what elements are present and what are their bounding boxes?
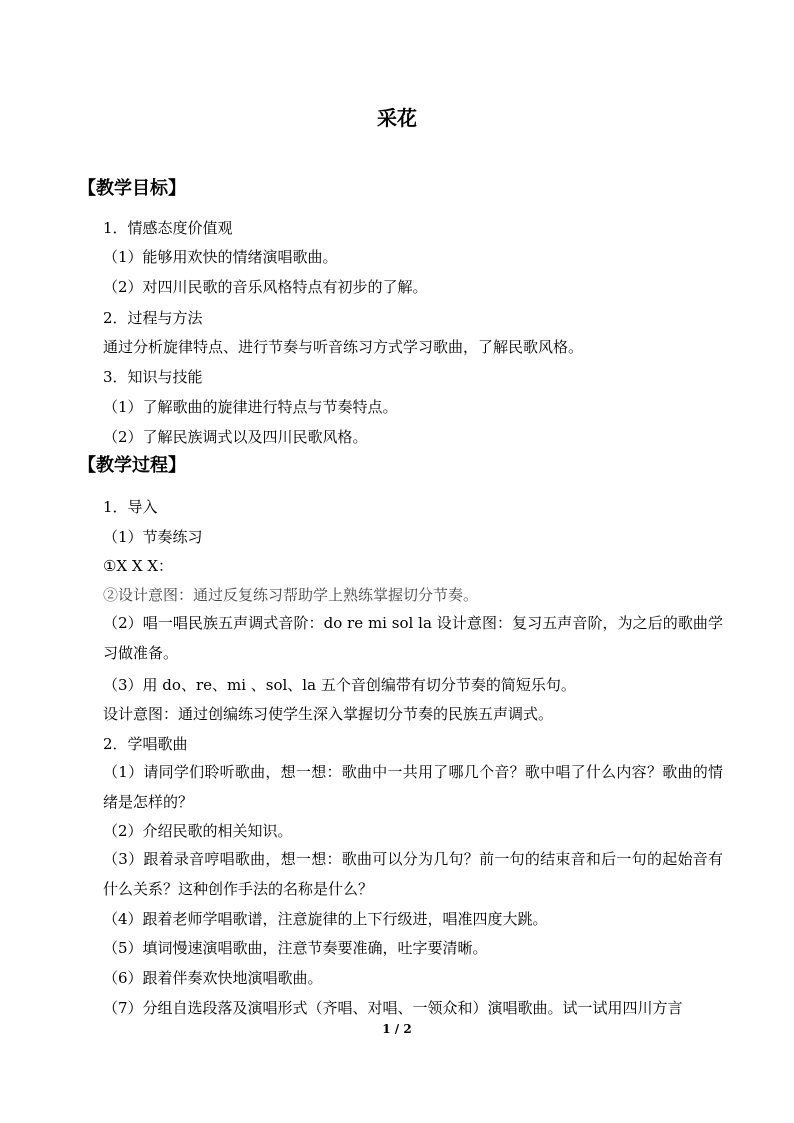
goal-line-6: 3．知识与技能 <box>103 368 203 386</box>
section-heading-process: 【教学过程】 <box>78 455 186 476</box>
process-line-11: （3）跟着录音哼唱歌曲，想一想：歌曲可以分为几句？前一句的结束音和后一句的起始音有什么关系？这种创作手法的名称是什么？ <box>103 850 723 898</box>
process-line-8: 2．学唱歌曲 <box>103 735 188 753</box>
goal-line-8: （2）了解民族调式以及四川民歌风格。 <box>103 428 368 446</box>
process-line-5: （2）唱一唱民族五声调式音阶：do re mi sol la 设计意图：复习五声音阶，为之后的歌曲学习做准备。 <box>103 614 723 662</box>
process-line-4: ②设计意图：通过反复练习帮助学上熟练掌握切分节奏。 <box>103 586 479 604</box>
process-line-10: （2）介绍民歌的相关知识。 <box>103 822 293 840</box>
process-line-6: （3）用 do、re、mi 、sol、la 五个音创编带有切分节奏的简短乐句。 <box>103 676 576 694</box>
process-line-15: （7）分组自选段落及演唱形式（齐唱、对唱、一领众和）演唱歌曲。试一试用四川方言 <box>103 999 683 1017</box>
page-title: 采花 <box>377 106 417 130</box>
process-line-14: （6）跟着伴奏欢快地演唱歌曲。 <box>103 969 323 987</box>
goal-line-1: 1．情感态度价值观 <box>103 219 233 237</box>
process-line-12: （4）跟着老师学唱歌谱，注意旋律的上下行级进，唱准四度大跳。 <box>103 910 548 928</box>
goal-line-7: （1）了解歌曲的旋律进行特点与节奏特点。 <box>103 398 398 416</box>
process-line-7: 设计意图：通过创编练习使学生深入掌握切分节奏的民族五声调式。 <box>103 705 554 723</box>
section-heading-goals: 【教学目标】 <box>78 178 186 199</box>
process-line-13: （5）填词慢速演唱歌曲，注意节奏要准确，吐字要清晰。 <box>103 939 488 957</box>
process-line-1: 1．导入 <box>103 498 158 516</box>
goal-line-5: 通过分析旋律特点、进行节奏与听音练习方式学习歌曲，了解民歌风格。 <box>103 338 584 356</box>
page-number: 1 / 2 <box>382 1022 412 1036</box>
goal-line-2: （1）能够用欢快的情绪演唱歌曲。 <box>103 248 338 266</box>
goal-line-4: 2．过程与方法 <box>103 309 203 327</box>
process-line-3: ①X X X： <box>103 557 174 575</box>
process-line-9: （1）请同学们聆听歌曲，想一想：歌曲中一共用了哪几个音？歌中唱了什么内容？歌曲的情绪是怎样的？ <box>103 763 723 811</box>
process-line-2: （1）节奏练习 <box>103 528 203 546</box>
goal-line-3: （2）对四川民歌的音乐风格特点有初步的了解。 <box>103 278 428 296</box>
